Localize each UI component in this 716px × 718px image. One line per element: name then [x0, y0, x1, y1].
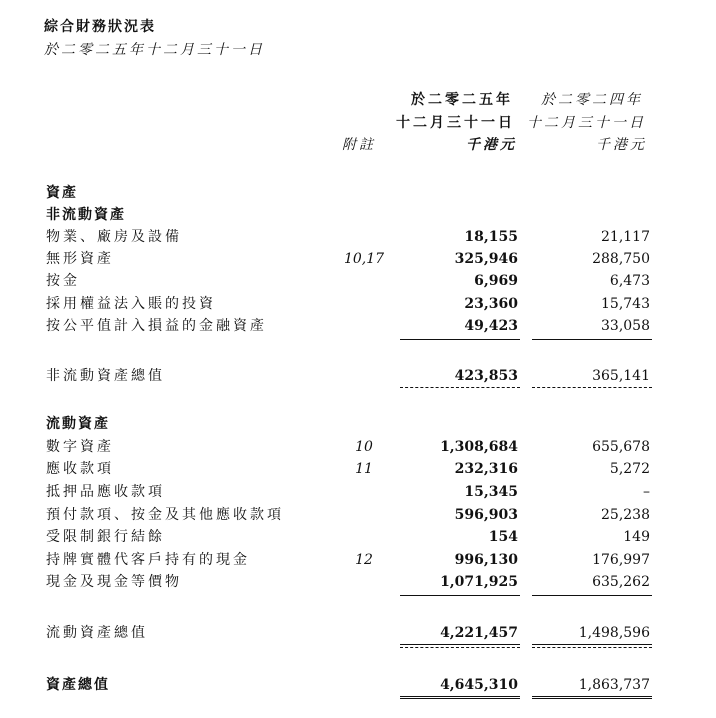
total-rule-2025 [400, 387, 520, 388]
row-value-2025: 15,345 [464, 484, 518, 500]
total-rule-2024 [532, 387, 652, 388]
total-rule-2024 [532, 644, 652, 645]
row-value-2025: 23,360 [464, 296, 518, 312]
row-value-2024: 176,997 [592, 552, 650, 568]
row-label: 按公平值計入損益的金融資產 [46, 318, 267, 334]
total-rule-2025 [400, 644, 520, 645]
statement-date: 於二零二五年十二月三十一日 [44, 42, 265, 58]
row-value-2024: 15,743 [601, 296, 650, 312]
row-value-2024: – [643, 484, 650, 500]
subtotal-rule-2025 [400, 339, 520, 340]
row-value-2024: 25,238 [601, 507, 650, 523]
row-note: 10,17 [343, 251, 385, 267]
current-heading: 流動資產 [46, 416, 110, 432]
grand-total-double-rule-2024 [532, 696, 652, 699]
row-value-2025: 596,903 [454, 507, 518, 523]
total-value-2025: 4,221,457 [440, 625, 518, 641]
col-2024-unit: 千港元 [596, 137, 647, 153]
row-value-2024: 21,117 [601, 229, 650, 245]
total-label: 非流動資產總值 [46, 368, 165, 384]
total-label: 流動資產總值 [46, 625, 148, 641]
row-value-2025: 1,308,684 [440, 439, 518, 455]
total-value-2024: 1,498,596 [578, 625, 650, 641]
row-label: 按金 [46, 273, 80, 289]
row-label: 應收款項 [46, 461, 114, 477]
row-label: 採用權益法入賬的投資 [46, 296, 216, 312]
row-label: 持牌實體代客戶持有的現金 [46, 552, 250, 568]
statement-title: 綜合財務狀況表 [44, 19, 156, 35]
row-label: 預付款項、按金及其他應收款項 [46, 507, 284, 523]
subtotal-rule-2025 [400, 595, 520, 596]
total-value-2025: 423,853 [454, 368, 518, 384]
grand-total-value-2024: 1,863,737 [578, 677, 650, 693]
col-2025-line2: 十二月三十一日 [396, 115, 515, 131]
total-rule-2025-dash [400, 647, 520, 648]
col-2024-line1: 於二零二四年 [541, 92, 643, 108]
col-2024-line2: 十二月三十一日 [527, 115, 646, 131]
non-current-heading: 非流動資產 [46, 207, 126, 223]
row-note: 12 [355, 552, 373, 568]
assets-heading: 資產 [46, 185, 78, 201]
row-value-2024: 33,058 [601, 318, 650, 334]
row-value-2024: 635,262 [592, 574, 650, 590]
row-value-2024: 149 [623, 529, 650, 545]
row-value-2025: 1,071,925 [440, 574, 518, 590]
row-value-2024: 5,272 [609, 461, 650, 477]
total-rule-2024-dash [532, 647, 652, 648]
row-value-2024: 655,678 [592, 439, 650, 455]
row-value-2025: 232,316 [454, 461, 518, 477]
subtotal-rule-2024 [532, 595, 652, 596]
row-value-2024: 288,750 [592, 251, 650, 267]
row-value-2024: 6,473 [609, 273, 650, 289]
row-label: 物業、廠房及設備 [46, 229, 182, 245]
row-value-2025: 996,130 [454, 552, 518, 568]
row-value-2025: 325,946 [454, 251, 518, 267]
row-label: 抵押品應收款項 [46, 484, 165, 500]
col-2025-unit: 千港元 [466, 137, 517, 153]
row-value-2025: 18,155 [464, 229, 518, 245]
row-label: 無形資產 [46, 251, 114, 267]
row-value-2025: 154 [488, 529, 518, 545]
subtotal-rule-2024 [532, 339, 652, 340]
row-label: 數字資產 [46, 439, 114, 455]
row-label: 受限制銀行結餘 [46, 529, 165, 545]
col-2025-line1: 於二零二五年 [411, 92, 513, 108]
grand-total-label: 資產總值 [46, 677, 110, 693]
grand-total-double-rule-2025 [400, 696, 520, 699]
grand-total-value-2025: 4,645,310 [440, 677, 518, 693]
total-value-2024: 365,141 [592, 368, 650, 384]
row-label: 現金及現金等價物 [46, 574, 182, 590]
col-note-header: 附註 [342, 137, 376, 153]
row-note: 11 [355, 461, 373, 477]
row-value-2025: 6,969 [474, 273, 518, 289]
row-value-2025: 49,423 [464, 318, 518, 334]
row-note: 10 [355, 439, 373, 455]
